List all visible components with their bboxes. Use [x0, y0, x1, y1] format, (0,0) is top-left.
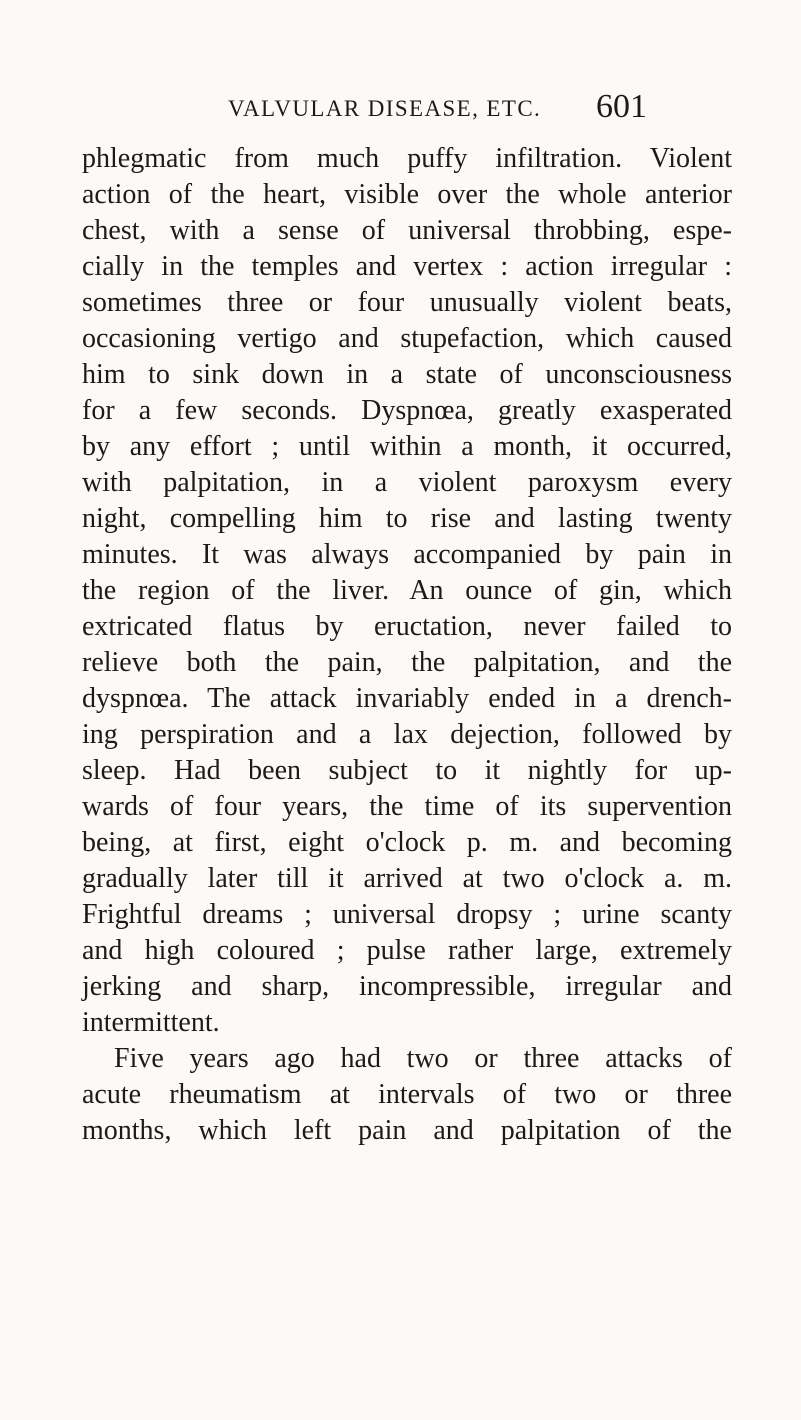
text-line: ing perspiration and a lax dejection, followed by [82, 719, 732, 750]
text-line: sleep. Had been subject to it nightly for up- [82, 755, 732, 786]
text-line: cially in the temples and vertex : action irregular : [82, 251, 732, 282]
paragraph-start-line: Five years ago had two or three attacks of [114, 1043, 732, 1074]
text-line: him to sink down in a state of unconsciousness [82, 359, 732, 390]
text-line: for a few seconds. Dyspnœa, greatly exasperated [82, 395, 732, 426]
text-line: gradually later till it arrived at two o'clock a. m. [82, 863, 732, 894]
text-line: extricated flatus by eructation, never failed to [82, 611, 732, 642]
page-number: 601 [596, 88, 647, 125]
running-head [0, 88, 801, 128]
text-line: by any effort ; until within a month, it occurred, [82, 431, 732, 462]
text-line: sometimes three or four unusually violent beats, [82, 287, 732, 318]
text-line: and high coloured ; pulse rather large, extremely [82, 935, 732, 966]
text-line: occasioning vertigo and stupefaction, which caused [82, 323, 732, 354]
text-line: night, compelling him to rise and lasting twenty [82, 503, 732, 534]
text-line: action of the heart, visible over the whole anterior [82, 179, 732, 210]
text-line: months, which left pain and palpitation of the [82, 1115, 732, 1146]
text-line: dyspnœa. The attack invariably ended in a drench- [82, 683, 732, 714]
paragraph-end-line: intermittent. [82, 1007, 220, 1038]
text-line: chest, with a sense of universal throbbing, espe- [82, 215, 732, 246]
text-line: wards of four years, the time of its supervention [82, 791, 732, 822]
text-line: phlegmatic from much puffy infiltration. Violent [82, 143, 732, 174]
text-line: the region of the liver. An ounce of gin, which [82, 575, 732, 606]
text-line: Frightful dreams ; universal dropsy ; urine scanty [82, 899, 732, 930]
text-line: minutes. It was always accompanied by pain in [82, 539, 732, 570]
text-line: being, at first, eight o'clock p. m. and becoming [82, 827, 732, 858]
running-head-title: VALVULAR DISEASE, ETC. [228, 96, 542, 121]
text-line: acute rheumatism at intervals of two or three [82, 1079, 732, 1110]
body-text [82, 141, 732, 1149]
text-line: with palpitation, in a violent paroxysm every [82, 467, 732, 498]
text-line: relieve both the pain, the palpitation, and the [82, 647, 732, 678]
text-line: jerking and sharp, incompressible, irregular and [82, 971, 732, 1002]
